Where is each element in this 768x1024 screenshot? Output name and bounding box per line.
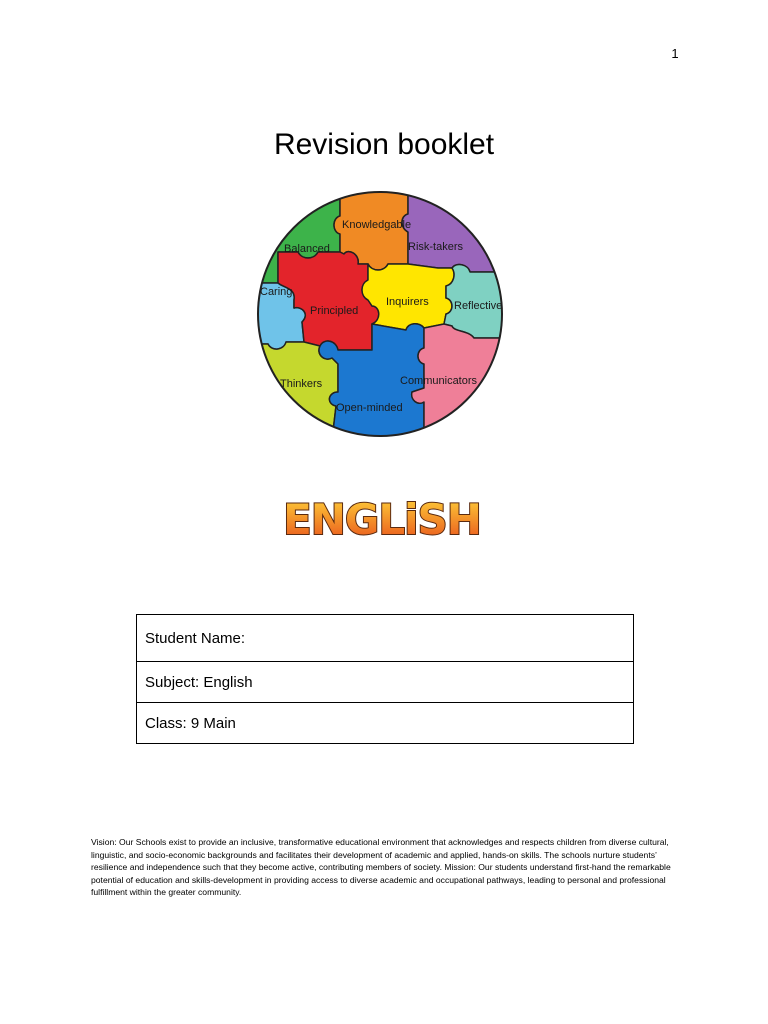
label-inquirers: Inquirers — [386, 296, 429, 308]
label-open-minded: Open-minded — [336, 402, 403, 414]
piece-risk-takers — [402, 188, 512, 272]
vision-mission-statement: Vision: Our Schools exist to provide an inclusive, transformative educational environment that acknowledges and respects children from diverse cultural, linguistic, and socio-economic backgrounds and facilitates their development of academic and applied, hands-on skills. The schools nurture students’ resilience and independence such that they become active, contributing members of society. Mission: Our students understand first-hand the remarkable potential of education and skills-development in providing access to diverse academic and occupational pathways, leading to personal and professional fulfillment within the greater community. — [91, 837, 671, 898]
puzzle-graphic — [248, 188, 512, 440]
label-risk-takers: Risk-takers — [408, 241, 464, 253]
class-field: Class: 9 Main — [137, 703, 634, 744]
label-communicators: Communicators — [400, 375, 478, 387]
table-row — [137, 703, 634, 744]
learner-profile-puzzle — [248, 188, 512, 440]
student-name-field: Student Name: — [137, 615, 634, 662]
subject-field: Subject: English — [137, 662, 634, 703]
logo-text: ENGLiSH — [283, 495, 481, 544]
label-caring: Caring — [260, 286, 293, 298]
page-title: Revision booklet — [273, 128, 495, 161]
table-row — [137, 615, 634, 662]
label-knowledgable: Knowledgable — [342, 219, 412, 231]
label-thinkers: Thinkers — [280, 378, 323, 390]
english-logo — [282, 486, 482, 546]
label-balanced: Balanced — [284, 243, 330, 255]
student-info-table — [136, 614, 634, 744]
label-reflective: Reflective — [454, 300, 503, 312]
label-principled: Principled — [310, 305, 359, 317]
table-row — [137, 662, 634, 703]
page-number: 1 — [671, 46, 679, 61]
